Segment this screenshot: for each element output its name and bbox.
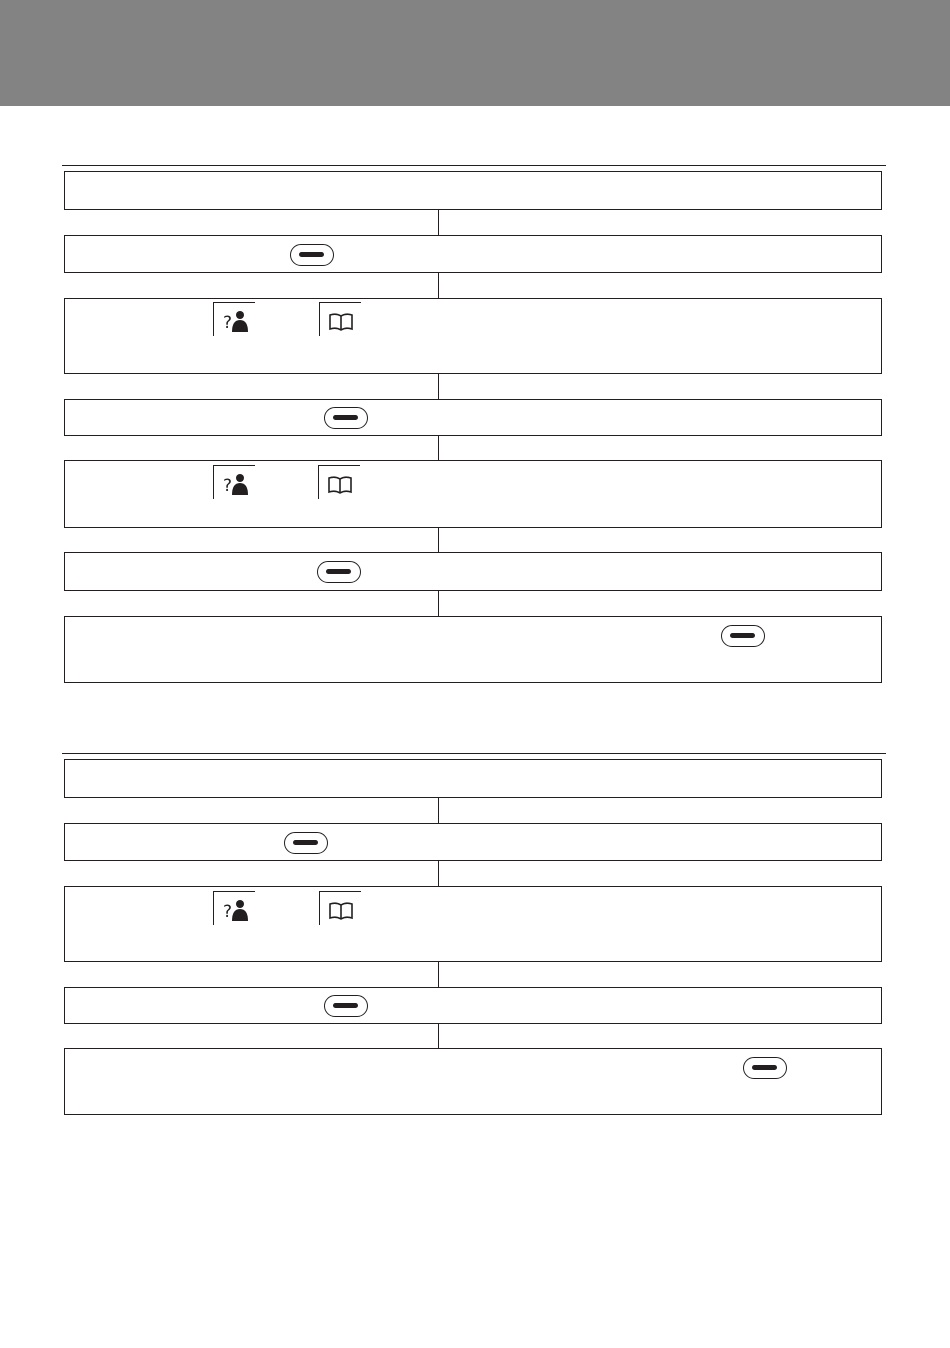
connector: [438, 861, 439, 886]
connector: [438, 591, 439, 616]
flow2-step-1-box: [64, 759, 882, 798]
connector: [438, 962, 439, 987]
open-book-icon: [319, 891, 361, 925]
connector: [438, 798, 439, 823]
svg-text:?: ?: [223, 902, 233, 922]
question-person-icon: [213, 465, 255, 499]
connector: [438, 374, 439, 399]
connector: [438, 528, 439, 552]
flow1-step-4-box: [64, 399, 882, 436]
svg-text:?: ?: [223, 476, 233, 496]
key-button-icon: [743, 1057, 787, 1079]
key-button-icon: [324, 407, 368, 429]
question-person-icon: [213, 302, 255, 336]
connector: [438, 436, 439, 460]
flow2-step-4-box: [64, 987, 882, 1024]
connector: [438, 1024, 439, 1048]
flow1-step-1-box: [64, 171, 882, 210]
open-book-icon: [318, 465, 360, 499]
open-book-icon: [319, 302, 361, 336]
key-button-icon: [324, 995, 368, 1017]
svg-text:?: ?: [223, 313, 233, 333]
flow2-step-3-box: [64, 886, 882, 962]
key-button-icon: [284, 832, 328, 854]
connector: [438, 273, 439, 298]
flow1-step-6-box: [64, 552, 882, 591]
connector: [438, 210, 439, 235]
key-button-icon: [290, 244, 334, 266]
flow2-step-2-box: [64, 823, 882, 861]
flow1-step-5-box: [64, 460, 882, 528]
section-2-rule: [62, 753, 886, 754]
header-bar: [0, 0, 950, 106]
flow1-step-7-box: [64, 616, 882, 683]
key-button-icon: [317, 561, 361, 583]
key-button-icon: [721, 625, 765, 647]
question-person-icon: [213, 891, 255, 925]
flow2-step-5-box: [64, 1048, 882, 1115]
flow1-step-2-box: [64, 235, 882, 273]
section-1-rule: [62, 165, 886, 166]
flow1-step-3-box: [64, 298, 882, 374]
